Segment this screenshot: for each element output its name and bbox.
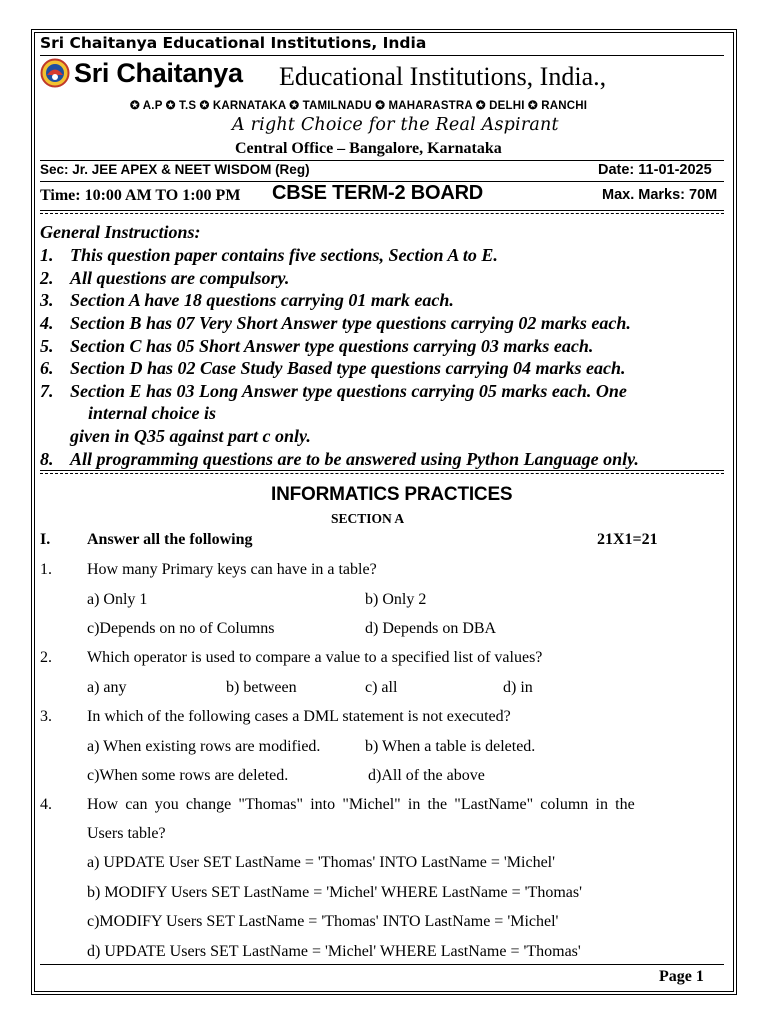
option: d) UPDATE Users SET LastName = 'Michel' WHERE LastName = 'Thomas': [87, 943, 581, 960]
board-title: CBSE TERM-2 BOARD: [272, 182, 484, 204]
page-number: Page 1: [659, 968, 704, 985]
option: b) MODIFY Users SET LastName = 'Michel' WHERE LastName = 'Thomas': [87, 884, 582, 901]
option: d) Depends on DBA: [365, 620, 497, 637]
option: d) in: [503, 679, 533, 696]
option: b) When a table is deleted.: [365, 738, 536, 755]
question-text: How many Primary keys can have in a table?: [87, 561, 377, 578]
part-marks: 21X1=21: [597, 531, 658, 548]
info-divider-top: [40, 160, 724, 161]
brand-name: Sri Chaitanya: [74, 58, 243, 88]
central-office: Central Office – Bangalore, Karnataka: [235, 140, 502, 157]
option: a) Only 1: [87, 591, 148, 608]
institution-line: Sri Chaitanya Educational Institutions, India: [40, 34, 427, 52]
exam-section: Sec: Jr. JEE APEX & NEET WISDOM (Reg): [40, 162, 310, 177]
option: c)When some rows are deleted.: [87, 767, 289, 784]
question-number: 3.: [40, 708, 52, 725]
option: c)MODIFY Users SET LastName = 'Thomas' INTO LastName = 'Michel': [87, 913, 559, 930]
instruction-item-continued: given in Q35 against part c only.: [70, 426, 311, 446]
exam-time: Time: 10:00 AM TO 1:00 PM: [40, 187, 241, 204]
state-list: ✪ A.P ✪ T.S ✪ KARNATAKA ✪ TAMILNADU ✪ MAHARASTRA ✪ DELHI ✪ RANCHI: [130, 100, 588, 112]
part-number: I.: [40, 531, 51, 548]
header-divider: [40, 55, 724, 56]
option: b) Only 2: [365, 591, 427, 608]
question-number: 1.: [40, 561, 52, 578]
tagline: A right Choice for the Real Aspirant: [232, 115, 559, 135]
question-text: Which operator is used to compare a value to a specified list of values?: [87, 649, 543, 666]
option: a) When existing rows are modified.: [87, 738, 321, 755]
question-text-continued: Users table?: [87, 825, 166, 842]
max-marks: Max. Marks: 70M: [602, 187, 718, 203]
question-number: 4.: [40, 796, 52, 813]
header-rule: [40, 210, 724, 214]
option: c) all: [365, 679, 398, 696]
option: a) any: [87, 679, 127, 696]
footer-divider: [40, 964, 724, 965]
instruction-item-continued: internal choice is: [88, 403, 217, 423]
instructions-rule: [40, 470, 724, 474]
part-instruction: Answer all the following: [87, 531, 253, 548]
subject-title: INFORMATICS PRACTICES: [271, 484, 513, 505]
option: c)Depends on no of Columns: [87, 620, 275, 637]
brand-subtitle: Educational Institutions, India.,: [279, 62, 607, 91]
question-text: In which of the following cases a DML statement is not executed?: [87, 708, 511, 725]
option: d)All of the above: [368, 767, 485, 784]
instructions-title: General Instructions:: [40, 222, 201, 242]
institution-logo-icon: [40, 58, 70, 88]
option: b) between: [226, 679, 297, 696]
question-number: 2.: [40, 649, 52, 666]
section-title: SECTION A: [331, 511, 405, 526]
exam-date: Date: 11-01-2025: [598, 162, 712, 178]
option: a) UPDATE User SET LastName = 'Thomas' INTO LastName = 'Michel': [87, 854, 555, 871]
question-text: How can you change "Thomas" into "Michel" in the "LastName" column in the: [87, 796, 635, 813]
